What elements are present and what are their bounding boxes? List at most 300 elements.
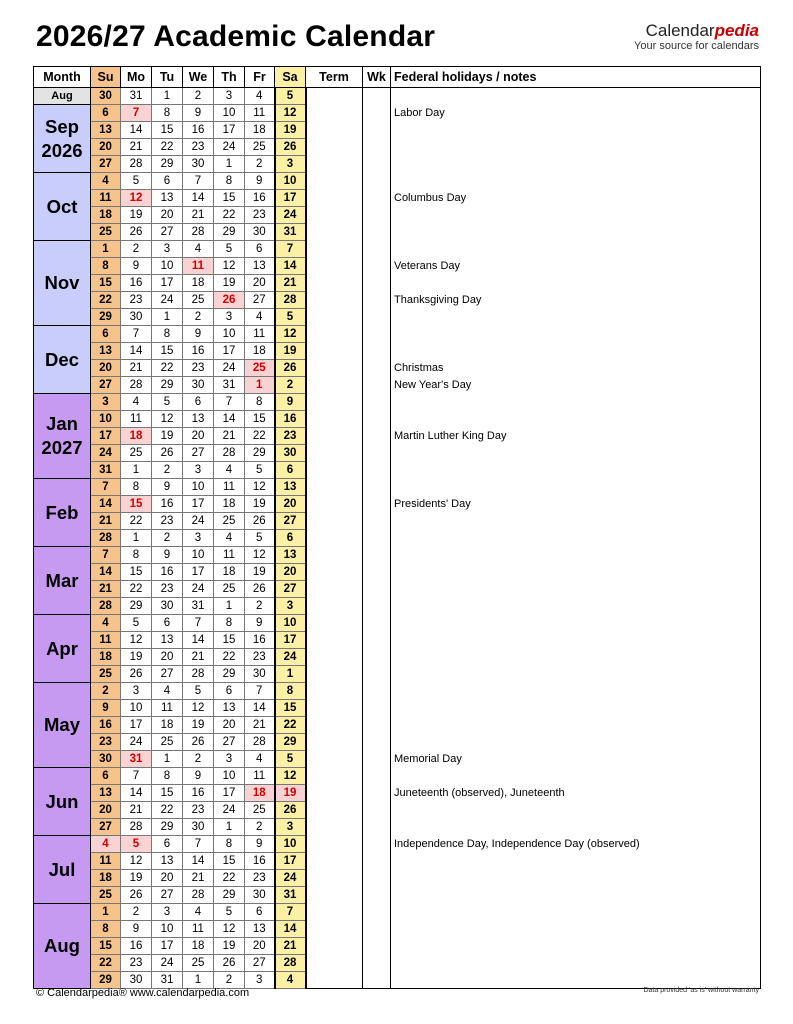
- week-row: [34, 700, 761, 717]
- term-cell[interactable]: [306, 649, 363, 666]
- day-cell-mo: 19: [121, 870, 152, 887]
- week-number-cell[interactable]: [363, 904, 391, 921]
- day-cell-su: 8: [91, 258, 121, 275]
- term-cell[interactable]: [306, 190, 363, 207]
- week-row: [34, 547, 761, 564]
- term-cell[interactable]: [306, 309, 363, 326]
- day-cell-th: 8: [214, 173, 245, 190]
- day-cell-sa: 19: [275, 122, 306, 139]
- week-number-cell[interactable]: [363, 513, 391, 530]
- week-number-cell[interactable]: [363, 190, 391, 207]
- day-cell-su: 11: [91, 190, 121, 207]
- day-cell-su: 29: [91, 309, 121, 326]
- term-cell[interactable]: [306, 938, 363, 955]
- week-number-cell[interactable]: [363, 326, 391, 343]
- week-number-cell[interactable]: [363, 785, 391, 802]
- week-number-cell[interactable]: [363, 496, 391, 513]
- day-cell-tu: 22: [152, 802, 183, 819]
- day-cell-fr: 29: [245, 445, 275, 462]
- term-cell[interactable]: [306, 292, 363, 309]
- holiday-note: Memorial Day: [391, 751, 761, 768]
- term-cell[interactable]: [306, 836, 363, 853]
- week-row: [34, 241, 761, 258]
- day-cell-mo: 22: [121, 581, 152, 598]
- day-cell-su: 16: [91, 717, 121, 734]
- day-cell-we: 24: [183, 513, 214, 530]
- day-cell-sa: 10: [275, 836, 306, 853]
- day-cell-su: 11: [91, 632, 121, 649]
- day-cell-fr: 8: [245, 394, 275, 411]
- day-cell-mo: 9: [121, 921, 152, 938]
- day-cell-we: 6: [183, 394, 214, 411]
- term-cell[interactable]: [306, 224, 363, 241]
- day-cell-tu: 20: [152, 207, 183, 224]
- term-cell[interactable]: [306, 547, 363, 564]
- holiday-note: Labor Day: [391, 105, 761, 122]
- day-cell-th: 17: [214, 785, 245, 802]
- day-cell-su: 13: [91, 785, 121, 802]
- week-row: [34, 955, 761, 972]
- week-number-cell[interactable]: [363, 666, 391, 683]
- week-number-cell[interactable]: [363, 819, 391, 836]
- week-number-cell[interactable]: [363, 870, 391, 887]
- term-cell[interactable]: [306, 343, 363, 360]
- day-cell-fr: 30: [245, 666, 275, 683]
- week-number-cell[interactable]: [363, 241, 391, 258]
- holiday-note: [391, 938, 761, 955]
- term-cell[interactable]: [306, 241, 363, 258]
- term-cell[interactable]: [306, 904, 363, 921]
- term-cell[interactable]: [306, 479, 363, 496]
- week-number-cell[interactable]: [363, 428, 391, 445]
- holiday-note: [391, 581, 761, 598]
- day-cell-fr: 16: [245, 632, 275, 649]
- day-cell-su: 4: [91, 173, 121, 190]
- day-cell-sa: 20: [275, 564, 306, 581]
- week-number-cell[interactable]: [363, 292, 391, 309]
- week-row: [34, 156, 761, 173]
- day-cell-sa: 27: [275, 581, 306, 598]
- holiday-note: Independence Day, Independence Day (observed): [391, 836, 761, 853]
- week-row: [34, 394, 761, 411]
- holiday-note: [391, 88, 761, 105]
- week-number-cell[interactable]: [363, 462, 391, 479]
- day-cell-su: 24: [91, 445, 121, 462]
- day-cell-sa: 1: [275, 666, 306, 683]
- col-header-we: We: [183, 67, 214, 88]
- day-cell-mo: 28: [121, 156, 152, 173]
- day-cell-we: 1: [183, 972, 214, 989]
- day-cell-th: 22: [214, 207, 245, 224]
- term-cell[interactable]: [306, 445, 363, 462]
- day-cell-we: 30: [183, 156, 214, 173]
- day-cell-th: 15: [214, 853, 245, 870]
- week-row: [34, 683, 761, 700]
- term-cell[interactable]: [306, 394, 363, 411]
- day-cell-mo: 11: [121, 411, 152, 428]
- holiday-note: [391, 700, 761, 717]
- day-cell-su: 17: [91, 428, 121, 445]
- holiday-note: [391, 632, 761, 649]
- day-cell-we: 23: [183, 139, 214, 156]
- day-cell-we: 9: [183, 105, 214, 122]
- day-cell-fr: 18: [245, 785, 275, 802]
- day-cell-tu: 30: [152, 598, 183, 615]
- day-cell-sa: 17: [275, 190, 306, 207]
- term-cell[interactable]: [306, 530, 363, 547]
- term-cell[interactable]: [306, 717, 363, 734]
- day-cell-su: 18: [91, 207, 121, 224]
- day-cell-su: 6: [91, 768, 121, 785]
- term-cell[interactable]: [306, 122, 363, 139]
- holiday-note: [391, 598, 761, 615]
- week-row: [34, 717, 761, 734]
- day-cell-su: 18: [91, 649, 121, 666]
- term-cell[interactable]: [306, 411, 363, 428]
- week-row: [34, 411, 761, 428]
- day-cell-su: 14: [91, 496, 121, 513]
- holiday-note: [391, 207, 761, 224]
- day-cell-su: 18: [91, 870, 121, 887]
- week-number-cell[interactable]: [363, 479, 391, 496]
- term-cell[interactable]: [306, 428, 363, 445]
- week-row: [34, 768, 761, 785]
- day-cell-fr: 18: [245, 122, 275, 139]
- brand-name-part1: Calendar: [645, 21, 715, 40]
- week-number-cell[interactable]: [363, 734, 391, 751]
- day-cell-th: 10: [214, 326, 245, 343]
- day-cell-mo: 10: [121, 700, 152, 717]
- term-cell[interactable]: [306, 972, 363, 989]
- week-number-cell[interactable]: [363, 224, 391, 241]
- day-cell-th: 11: [214, 479, 245, 496]
- month-label: Nov: [34, 241, 91, 326]
- day-cell-mo: 21: [121, 360, 152, 377]
- day-cell-mo: 24: [121, 734, 152, 751]
- week-number-cell[interactable]: [363, 598, 391, 615]
- day-cell-sa: 13: [275, 479, 306, 496]
- term-cell[interactable]: [306, 88, 363, 105]
- day-cell-sa: 3: [275, 156, 306, 173]
- term-cell[interactable]: [306, 564, 363, 581]
- term-cell[interactable]: [306, 377, 363, 394]
- term-cell[interactable]: [306, 683, 363, 700]
- day-cell-tu: 1: [152, 751, 183, 768]
- day-cell-we: 26: [183, 734, 214, 751]
- day-cell-mo: 21: [121, 139, 152, 156]
- day-cell-we: 18: [183, 938, 214, 955]
- day-cell-mo: 22: [121, 513, 152, 530]
- term-cell[interactable]: [306, 598, 363, 615]
- day-cell-mo: 16: [121, 275, 152, 292]
- day-cell-tu: 9: [152, 547, 183, 564]
- day-cell-tu: 8: [152, 768, 183, 785]
- day-cell-sa: 4: [275, 972, 306, 989]
- holiday-note: [391, 343, 761, 360]
- week-number-cell[interactable]: [363, 275, 391, 292]
- week-number-cell[interactable]: [363, 377, 391, 394]
- holiday-note: [391, 853, 761, 870]
- term-cell[interactable]: [306, 258, 363, 275]
- day-cell-th: 1: [214, 819, 245, 836]
- day-cell-sa: 21: [275, 938, 306, 955]
- holiday-note: Presidents' Day: [391, 496, 761, 513]
- week-number-cell[interactable]: [363, 173, 391, 190]
- day-cell-fr: 3: [245, 972, 275, 989]
- week-row: [34, 870, 761, 887]
- day-cell-sa: 7: [275, 904, 306, 921]
- day-cell-we: 21: [183, 207, 214, 224]
- week-number-cell[interactable]: [363, 751, 391, 768]
- day-cell-we: 28: [183, 887, 214, 904]
- week-number-cell[interactable]: [363, 649, 391, 666]
- week-number-cell[interactable]: [363, 343, 391, 360]
- day-cell-mo: 5: [121, 615, 152, 632]
- term-cell[interactable]: [306, 513, 363, 530]
- day-cell-we: 9: [183, 768, 214, 785]
- day-cell-th: 4: [214, 530, 245, 547]
- day-cell-tu: 8: [152, 326, 183, 343]
- term-cell[interactable]: [306, 887, 363, 904]
- week-number-cell[interactable]: [363, 547, 391, 564]
- week-number-cell[interactable]: [363, 105, 391, 122]
- day-cell-mo: 19: [121, 207, 152, 224]
- term-cell[interactable]: [306, 853, 363, 870]
- day-cell-fr: 23: [245, 207, 275, 224]
- term-cell[interactable]: [306, 156, 363, 173]
- day-cell-we: 24: [183, 581, 214, 598]
- week-row: [34, 224, 761, 241]
- term-cell[interactable]: [306, 955, 363, 972]
- week-number-cell[interactable]: [363, 394, 391, 411]
- day-cell-mo: 19: [121, 649, 152, 666]
- month-label: Jan 2027: [34, 394, 91, 479]
- week-number-cell[interactable]: [363, 972, 391, 989]
- day-cell-th: 10: [214, 105, 245, 122]
- day-cell-fr: 21: [245, 717, 275, 734]
- term-cell[interactable]: [306, 819, 363, 836]
- day-cell-sa: 31: [275, 887, 306, 904]
- day-cell-we: 12: [183, 700, 214, 717]
- week-number-cell[interactable]: [363, 632, 391, 649]
- week-number-cell[interactable]: [363, 802, 391, 819]
- week-row: [34, 326, 761, 343]
- week-number-cell[interactable]: [363, 156, 391, 173]
- term-cell[interactable]: [306, 581, 363, 598]
- day-cell-su: 13: [91, 122, 121, 139]
- day-cell-we: 11: [183, 921, 214, 938]
- day-cell-su: 28: [91, 530, 121, 547]
- term-cell[interactable]: [306, 496, 363, 513]
- day-cell-sa: 19: [275, 343, 306, 360]
- day-cell-sa: 10: [275, 173, 306, 190]
- day-cell-fr: 7: [245, 683, 275, 700]
- week-row: [34, 122, 761, 139]
- term-cell[interactable]: [306, 632, 363, 649]
- term-cell[interactable]: [306, 768, 363, 785]
- day-cell-sa: 9: [275, 394, 306, 411]
- day-cell-sa: 26: [275, 802, 306, 819]
- term-cell[interactable]: [306, 139, 363, 156]
- day-cell-th: 17: [214, 122, 245, 139]
- day-cell-th: 1: [214, 598, 245, 615]
- term-cell[interactable]: [306, 700, 363, 717]
- day-cell-fr: 4: [245, 88, 275, 105]
- day-cell-mo: 4: [121, 394, 152, 411]
- term-cell[interactable]: [306, 921, 363, 938]
- day-cell-mo: 25: [121, 445, 152, 462]
- day-cell-mo: 14: [121, 343, 152, 360]
- day-cell-fr: 4: [245, 751, 275, 768]
- day-cell-fr: 30: [245, 887, 275, 904]
- day-cell-fr: 23: [245, 870, 275, 887]
- day-cell-su: 21: [91, 513, 121, 530]
- page-title: 2026/27 Academic Calendar: [36, 20, 436, 53]
- day-cell-tu: 23: [152, 513, 183, 530]
- term-cell[interactable]: [306, 462, 363, 479]
- day-cell-tu: 12: [152, 411, 183, 428]
- week-number-cell[interactable]: [363, 683, 391, 700]
- week-number-cell[interactable]: [363, 139, 391, 156]
- term-cell[interactable]: [306, 785, 363, 802]
- week-number-cell[interactable]: [363, 207, 391, 224]
- week-number-cell[interactable]: [363, 615, 391, 632]
- day-cell-sa: 24: [275, 649, 306, 666]
- term-cell[interactable]: [306, 870, 363, 887]
- term-cell[interactable]: [306, 666, 363, 683]
- week-number-cell[interactable]: [363, 836, 391, 853]
- day-cell-we: 20: [183, 428, 214, 445]
- day-cell-tu: 25: [152, 734, 183, 751]
- day-cell-we: 23: [183, 360, 214, 377]
- week-number-cell[interactable]: [363, 122, 391, 139]
- day-cell-tu: 13: [152, 190, 183, 207]
- holiday-note: [391, 955, 761, 972]
- holiday-note: [391, 139, 761, 156]
- holiday-note: [391, 445, 761, 462]
- day-cell-su: 27: [91, 377, 121, 394]
- day-cell-th: 24: [214, 139, 245, 156]
- holiday-note: Christmas: [391, 360, 761, 377]
- brand-tagline: Your source for calendars: [634, 40, 759, 52]
- holiday-note: [391, 513, 761, 530]
- week-row: [34, 734, 761, 751]
- week-number-cell[interactable]: [363, 921, 391, 938]
- week-row: [34, 666, 761, 683]
- day-cell-we: 10: [183, 479, 214, 496]
- week-number-cell[interactable]: [363, 360, 391, 377]
- day-cell-mo: 28: [121, 819, 152, 836]
- week-number-cell[interactable]: [363, 258, 391, 275]
- week-row: [34, 836, 761, 853]
- day-cell-sa: 13: [275, 547, 306, 564]
- day-cell-mo: 14: [121, 785, 152, 802]
- month-label: Mar: [34, 547, 91, 615]
- week-number-cell[interactable]: [363, 411, 391, 428]
- day-cell-tu: 24: [152, 292, 183, 309]
- day-cell-fr: 11: [245, 326, 275, 343]
- term-cell[interactable]: [306, 751, 363, 768]
- brand-logo[interactable]: [634, 22, 759, 52]
- day-cell-fr: 2: [245, 598, 275, 615]
- day-cell-su: 6: [91, 105, 121, 122]
- week-number-cell[interactable]: [363, 853, 391, 870]
- day-cell-mo: 21: [121, 802, 152, 819]
- holiday-note: [391, 564, 761, 581]
- week-row: [34, 173, 761, 190]
- col-header-tu: Tu: [152, 67, 183, 88]
- day-cell-su: 8: [91, 921, 121, 938]
- week-number-cell[interactable]: [363, 768, 391, 785]
- term-cell[interactable]: [306, 802, 363, 819]
- day-cell-fr: 30: [245, 224, 275, 241]
- day-cell-mo: 30: [121, 972, 152, 989]
- day-cell-fr: 15: [245, 411, 275, 428]
- day-cell-fr: 18: [245, 343, 275, 360]
- day-cell-mo: 12: [121, 853, 152, 870]
- week-row: [34, 105, 761, 122]
- day-cell-th: 13: [214, 700, 245, 717]
- holiday-note: [391, 972, 761, 989]
- term-cell[interactable]: [306, 615, 363, 632]
- day-cell-th: 20: [214, 717, 245, 734]
- week-row: [34, 258, 761, 275]
- day-cell-we: 17: [183, 496, 214, 513]
- week-number-cell[interactable]: [363, 564, 391, 581]
- term-cell[interactable]: [306, 360, 363, 377]
- term-cell[interactable]: [306, 173, 363, 190]
- term-cell[interactable]: [306, 105, 363, 122]
- term-cell[interactable]: [306, 207, 363, 224]
- day-cell-su: 23: [91, 734, 121, 751]
- week-number-cell[interactable]: [363, 887, 391, 904]
- day-cell-tu: 24: [152, 955, 183, 972]
- week-number-cell[interactable]: [363, 530, 391, 547]
- day-cell-mo: 14: [121, 122, 152, 139]
- day-cell-su: 14: [91, 564, 121, 581]
- day-cell-th: 25: [214, 513, 245, 530]
- day-cell-mo: 9: [121, 258, 152, 275]
- day-cell-fr: 28: [245, 734, 275, 751]
- week-number-cell[interactable]: [363, 88, 391, 105]
- day-cell-su: 22: [91, 955, 121, 972]
- week-row: [34, 139, 761, 156]
- holiday-note: [391, 615, 761, 632]
- term-cell[interactable]: [306, 734, 363, 751]
- week-row: [34, 751, 761, 768]
- week-number-cell[interactable]: [363, 445, 391, 462]
- week-number-cell[interactable]: [363, 938, 391, 955]
- day-cell-fr: 27: [245, 955, 275, 972]
- day-cell-sa: 5: [275, 88, 306, 105]
- week-number-cell[interactable]: [363, 581, 391, 598]
- day-cell-tu: 6: [152, 836, 183, 853]
- day-cell-mo: 3: [121, 683, 152, 700]
- day-cell-th: 29: [214, 666, 245, 683]
- week-number-cell[interactable]: [363, 955, 391, 972]
- week-number-cell[interactable]: [363, 717, 391, 734]
- holiday-note: [391, 462, 761, 479]
- week-number-cell[interactable]: [363, 700, 391, 717]
- day-cell-th: 3: [214, 309, 245, 326]
- term-cell[interactable]: [306, 326, 363, 343]
- term-cell[interactable]: [306, 275, 363, 292]
- day-cell-tu: 15: [152, 785, 183, 802]
- week-number-cell[interactable]: [363, 309, 391, 326]
- month-label: Jul: [34, 836, 91, 904]
- holiday-note: Veterans Day: [391, 258, 761, 275]
- day-cell-fr: 12: [245, 479, 275, 496]
